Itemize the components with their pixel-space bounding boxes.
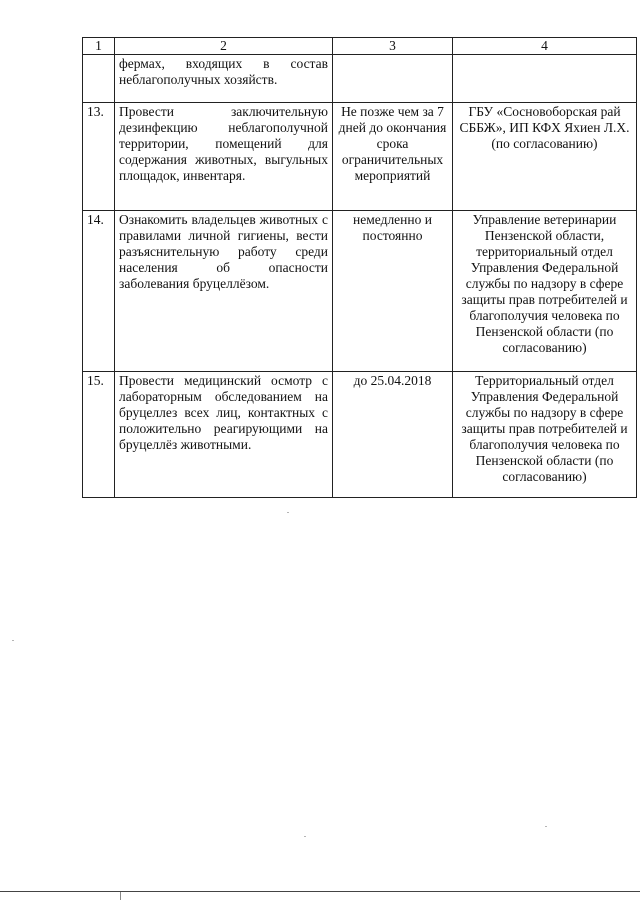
row-action: Провести заключительную дезинфекцию неблагополучной территории, помещений для содержания животных, выгульных площадок, инвентаря.: [115, 103, 333, 211]
scan-speck: [545, 826, 547, 827]
table-header-row: [83, 38, 637, 55]
scan-speck: [287, 512, 289, 513]
measures-table: [82, 37, 637, 498]
row-deadline: Не позже чем за 7 дней до окончания срока ограничительных мероприятий: [333, 103, 453, 211]
row-responsible: Территориальный отдел Управления Федеральной службы по надзору в сфере защиты прав потребителей и благополучия человека по Пензенской области (по согласованию): [453, 372, 637, 498]
table-row: [83, 103, 637, 211]
row-number: [83, 55, 115, 103]
row-responsible: ГБУ «Сосновоборская рай СББЖ», ИП КФХ Яхиен Л.Х. (по согласованию): [453, 103, 637, 211]
column-header-responsible: 4: [453, 38, 637, 55]
row-deadline: [333, 55, 453, 103]
scan-speck: [12, 640, 14, 641]
table-row: [83, 372, 637, 498]
page-bottom-rule: [0, 891, 640, 892]
table-row: [83, 55, 637, 103]
scan-speck: [304, 836, 306, 837]
row-number: 14.: [83, 211, 115, 372]
row-responsible: Управление ветеринарии Пензенской области, территориальный отдел Управления Федеральной службы по надзору в сфере защиты прав потребителей и благополучия человека по Пензенской области (по согласованию): [453, 211, 637, 372]
column-header-number: 1: [83, 38, 115, 55]
row-number: 15.: [83, 372, 115, 498]
page-bottom-tick: [120, 892, 121, 900]
column-header-deadline: 3: [333, 38, 453, 55]
row-action: фермах, входящих в состав неблагополучных хозяйств.: [115, 55, 333, 103]
row-deadline: до 25.04.2018: [333, 372, 453, 498]
row-responsible: [453, 55, 637, 103]
table-row: [83, 211, 637, 372]
row-number: 13.: [83, 103, 115, 211]
row-action: Ознакомить владельцев животных с правилами личной гигиены, вести разъяснительную работу среди населения об опасности заболевания бруцеллёзом.: [115, 211, 333, 372]
column-header-action: 2: [115, 38, 333, 55]
row-deadline: немедленно и постоянно: [333, 211, 453, 372]
row-action: Провести медицинский осмотр с лабораторным обследованием на бруцеллез всех лиц, контактных с положительно реагирующими на бруцеллёз животными.: [115, 372, 333, 498]
